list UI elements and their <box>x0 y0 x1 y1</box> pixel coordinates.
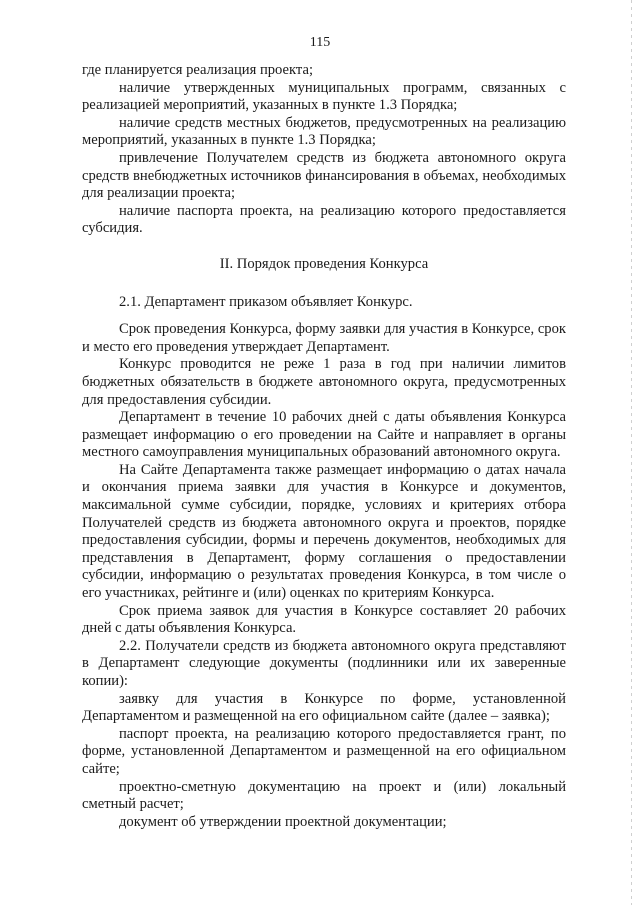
paragraph: Срок проведения Конкурса, форму заявки для участия в Конкурсе, срок и место его проведения утверждает Департамент. <box>82 321 566 355</box>
page-number: 115 <box>309 35 331 50</box>
paragraph: документ об утверждении проектной документации; <box>119 813 447 830</box>
paragraph: наличие паспорта проекта, на реализацию которого предоставляется субсидия. <box>82 202 566 237</box>
document-body <box>82 62 566 831</box>
paragraph: Срок приема заявок для участия в Конкурсе составляет 20 рабочих дней с даты объявления Конкурса. <box>82 602 566 637</box>
paragraph: Конкурс проводится не реже 1 раза в год при наличии лимитов бюджетных обязательств в бюджете автономного округа, предусмотренных для предоставления субсидии. <box>82 356 566 408</box>
paragraph: 2.2. Получатели средств из бюджета автономного округа представляют в Департамент следующие документы (подлинники или их заверенные копии): <box>82 637 566 689</box>
paragraph: 2.1. Департамент приказом объявляет Конкурс. <box>119 293 413 310</box>
section-heading: II. Порядок проведения Конкурса <box>219 255 429 272</box>
paragraph: привлечение Получателем средств из бюджета автономного округа средств внебюджетных источников финансирования в объемах, необходимых для реализации проекта; <box>82 149 566 202</box>
paragraph: проектно-сметную документацию на проект и (или) локальный сметный расчет; <box>82 778 566 813</box>
paragraph: наличие утвержденных муниципальных программ, связанных с реализацией мероприятий, указанных в пункте 1.3 Порядка; <box>82 79 566 114</box>
paragraph: Департамент в течение 10 рабочих дней с даты объявления Конкурса размещает информацию о его проведении на Сайте и направляет в органы местного самоуправления муниципальных образований автономного округа. <box>82 409 566 461</box>
paragraph: На Сайте Департамента также размещает информацию о датах начала и окончания приема заявки для участия в Конкурсе и документов, максимальной сумме субсидии, порядке, условиях и критериях отбора Получателей средств из бюджета автономного округа и проектов, порядке предоставления субсидии, формы и перечень документов, необходимых для представления в Департамент, форму соглашения о предоставлении субсидии, информацию о результатах проведения Конкурса, в том числе о его участниках, рейтинге и (или) оценках по критериям Конкурса. <box>82 461 566 602</box>
scan-edge <box>631 0 632 905</box>
paragraph: наличие средств местных бюджетов, предусмотренных на реализацию мероприятий, указанных в пункте 1.3 Порядка; <box>82 114 566 149</box>
paragraph: заявку для участия в Конкурсе по форме, установленной Департаментом и размещенной на его официальном сайте (далее – заявка); <box>82 690 566 725</box>
paragraph: где планируется реализация проекта; <box>82 62 313 78</box>
paragraph: паспорт проекта, на реализацию которого предоставляется грант, по форме, установленной Департаментом и размещенной на его официальном сайте; <box>82 725 566 777</box>
